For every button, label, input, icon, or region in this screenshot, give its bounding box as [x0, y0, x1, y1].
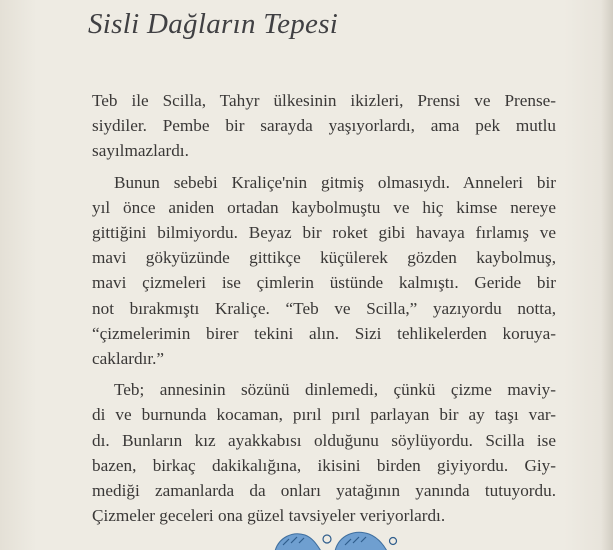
blue-boots-illustration-icon — [265, 523, 405, 550]
text-line: mediği zamanlarda da onları yatağının yanında tutuyordu. — [92, 481, 556, 501]
text-line: not bırakmıştı Kraliçe. “Teb ve Scilla,” yazıyordu notta, — [92, 298, 556, 318]
text-line: mavi gökyüzünde gittikçe küçülerek gözden kaybolmuş, — [92, 248, 556, 268]
text-line: dı. Bunların kız ayakkabısı olduğunu söylüyordu. Scilla ise — [92, 430, 556, 450]
text-line: mavi çizmeleri ise çimlerin üstünde kalmıştı. Geride bir — [92, 273, 556, 293]
text-line: bazen, birkaç dakikalığına, ikisini birden giyiyordu. Giy- — [92, 455, 556, 475]
paragraph-2 — [92, 170, 556, 372]
text-line: gittiğini bilmiyordu. Beyaz bir roket gibi havaya fırlamış ve — [92, 223, 556, 243]
body-text — [92, 88, 556, 534]
text-line: sayılmazlardı. — [92, 141, 189, 161]
paragraph-1 — [92, 88, 556, 164]
text-line: di ve burnunda kocaman, pırıl pırıl parlayan bir ay taşı var- — [92, 405, 556, 425]
text-line: Bunun sebebi Kraliçe'nin gitmiş olmasıydı. Anneleri bir — [114, 172, 556, 192]
text-line: caklardır.” — [92, 349, 165, 369]
text-line: siydiler. Pembe bir sarayda yaşıyorlardı, ama pek mutlu — [92, 116, 556, 136]
page-spine-shadow — [601, 0, 613, 550]
text-line: Teb ile Scilla, Tahyr ülkesinin ikizleri, Prensi ve Prense- — [92, 91, 556, 110]
text-line: Çizmeler geceleri ona güzel tavsiyeler veriyorlardı. — [92, 506, 446, 526]
paragraph-3 — [92, 377, 556, 528]
chapter-title: Sisli Dağların Tepesi — [88, 8, 339, 40]
text-line: yıl önce aniden ortadan kaybolmuştu ve hiç kimse nereye — [92, 197, 556, 217]
text-line: “çizmelerimin birer tekini alın. Sizi tehlikelerden koruya- — [92, 323, 556, 343]
text-line: Teb; annesinin sözünü dinlemedi, çünkü çizme maviy- — [114, 380, 556, 400]
